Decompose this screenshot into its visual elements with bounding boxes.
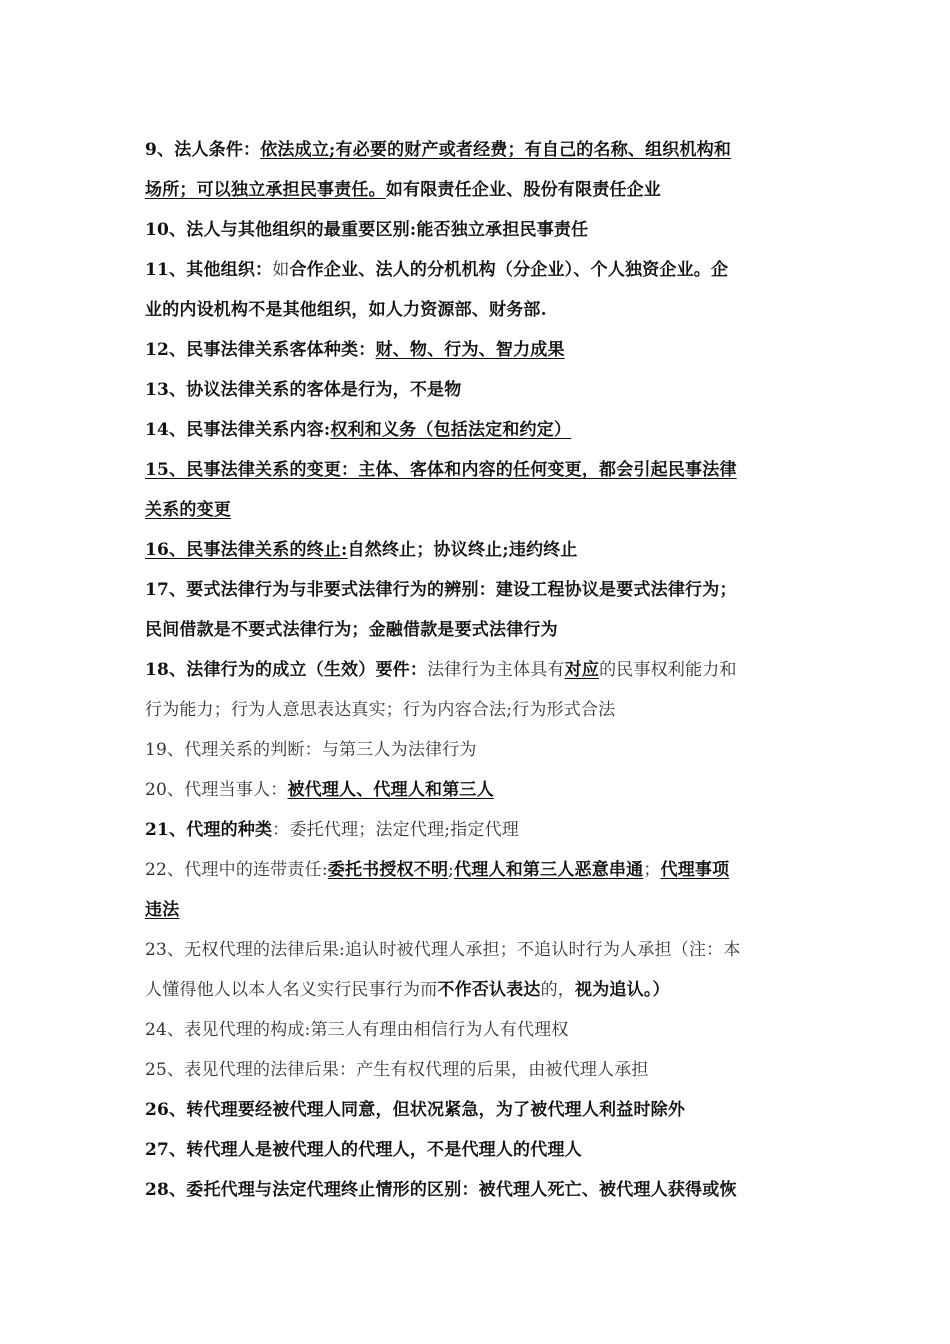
- text-line: [145, 694, 810, 734]
- text-line: [145, 654, 810, 694]
- text-segment: 20、代理当事人：: [145, 780, 288, 800]
- text-segment: 合作企业、法人的分机机构（分企业）、个人独资企业。企: [289, 260, 729, 280]
- text-segment: 如: [272, 260, 290, 280]
- text-line: [145, 734, 810, 774]
- text-segment: 依法成立;有必要的财产或者经费；有自己的名称、组织机构和: [260, 140, 732, 160]
- text-segment: 被代理人、代理人和第三人: [287, 780, 494, 800]
- text-line: [145, 414, 810, 454]
- text-segment: 的，: [540, 980, 576, 1000]
- text-segment: 不作否认表达: [437, 980, 541, 1000]
- text-line: [145, 854, 810, 894]
- text-segment: 22、代理中的连带责任:: [145, 860, 328, 880]
- text-segment: 自然终止；协议终止;违约终止: [347, 540, 578, 560]
- text-segment: 19、代理关系的判断：与第三人为法律行为: [145, 740, 477, 760]
- text-line: [145, 334, 810, 374]
- text-line: [145, 254, 810, 294]
- text-segment: ；: [643, 860, 661, 880]
- text-segment: 9、法人条件：: [145, 140, 261, 160]
- text-segment: 财、物、行为、智力成果: [375, 340, 565, 360]
- text-segment: 24、表见代理的构成:第三人有理由相信行为人有代理权: [145, 1020, 569, 1040]
- text-segment: 27、转代理人是被代理人的代理人，不是代理人的代理人: [145, 1140, 582, 1160]
- text-segment: 25、表见代理的法律后果：产生有权代理的后果，由被代理人承担: [145, 1060, 649, 1080]
- text-segment: ;: [448, 860, 455, 880]
- text-segment: 17、要式法律行为与非要式法律行为的辨别：建设工程协议是要式法律行为；: [145, 580, 737, 600]
- text-segment: 对应: [564, 660, 600, 680]
- text-segment: 法律行为主体具有: [427, 660, 565, 680]
- text-segment: 21、代理的种类: [145, 820, 273, 840]
- text-line: [145, 294, 810, 334]
- text-line: [145, 1094, 810, 1134]
- text-segment: 的民事权利能力和: [599, 660, 737, 680]
- text-line: [145, 574, 810, 614]
- text-segment: 28、委托代理与法定代理终止情形的区别：被代理人死亡、被代理人获得或恢: [145, 1180, 737, 1200]
- text-line: [145, 814, 810, 854]
- text-segment: 业的内设机构不是其他组织，如人力资源部、财务部.: [145, 300, 547, 320]
- text-segment: 委托书授权不明: [327, 860, 449, 880]
- text-segment: 违法: [145, 900, 180, 920]
- text-line: [145, 1014, 810, 1054]
- text-line: [145, 134, 810, 174]
- text-segment: 10、法人与其他组织的最重要区别:能否独立承担民事责任: [145, 220, 589, 240]
- text-segment: 15、民事法律关系的变更：主体、客体和内容的任何变更，都会引起民事法律: [145, 460, 737, 480]
- text-segment: 11、其他组织：: [145, 260, 273, 280]
- text-line: [145, 934, 810, 974]
- text-line: [145, 214, 810, 254]
- text-segment: 13、协议法律关系的客体是行为，不是物: [145, 380, 462, 400]
- text-line: [145, 454, 810, 494]
- text-line: [145, 174, 810, 214]
- text-segment: 场所；可以独立承担民事责任。: [145, 180, 386, 200]
- text-segment: 16、民事法律关系的终止:: [145, 540, 348, 560]
- text-segment: 人懂得他人以本人名义实行民事行为而: [145, 980, 438, 1000]
- text-line: [145, 494, 810, 534]
- text-segment: 代理事项: [660, 860, 730, 880]
- document-body: [145, 134, 810, 1214]
- text-segment: 权利和义务（包括法定和约定）: [330, 420, 572, 440]
- text-segment: ：委托代理；法定代理;指定代理: [272, 820, 519, 840]
- text-segment: 关系的变更: [145, 500, 231, 520]
- text-segment: 如有限责任企业、股份有限责任企业: [385, 180, 662, 200]
- text-segment: 代理人和第三人恶意串通: [454, 860, 644, 880]
- text-segment: 行为能力；行为人意思表达真实；行为内容合法;行为形式合法: [145, 700, 616, 720]
- text-line: [145, 894, 810, 934]
- text-segment: 23、无权代理的法律后果:追认时被代理人承担；不追认时行为人承担（注：本: [145, 940, 741, 960]
- text-segment: 26、转代理要经被代理人同意，但状况紧急，为了被代理人利益时除外: [145, 1100, 686, 1120]
- text-segment: 18、法律行为的成立（生效）要件：: [145, 660, 428, 680]
- text-line: [145, 774, 810, 814]
- text-line: [145, 614, 810, 654]
- text-line: [145, 1174, 810, 1214]
- text-line: [145, 974, 810, 1014]
- text-line: [145, 1054, 810, 1094]
- text-segment: 视为追认。）: [575, 980, 670, 1000]
- text-segment: 民间借款是不要式法律行为；金融借款是要式法律行为: [145, 620, 558, 640]
- text-line: [145, 534, 810, 574]
- text-line: [145, 374, 810, 414]
- text-line: [145, 1134, 810, 1174]
- text-segment: 14、民事法律关系内容:: [145, 420, 331, 440]
- text-segment: 12、民事法律关系客体种类：: [145, 340, 376, 360]
